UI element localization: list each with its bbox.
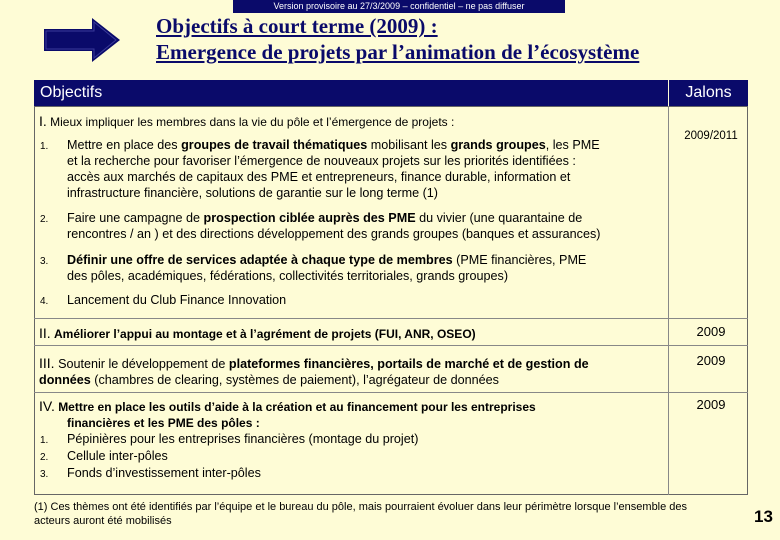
section-1-item-4: Lancement du Club Finance Innovation bbox=[67, 293, 287, 307]
section-4-jalon: 2009 bbox=[696, 397, 726, 412]
item-number: 1. bbox=[40, 141, 49, 152]
item-number: 4. bbox=[40, 296, 49, 307]
section-numeral: I. bbox=[39, 113, 47, 129]
item-number: 1. bbox=[40, 435, 49, 446]
page-number: 13 bbox=[754, 507, 773, 526]
column-header-objectifs: Objectifs bbox=[34, 80, 668, 106]
section-4-item-1: Pépinières pour les entreprises financières (montage du projet) bbox=[67, 432, 419, 446]
section-numeral: IV. bbox=[39, 398, 55, 414]
item-number: 2. bbox=[40, 214, 49, 225]
section-1-item-3: Définir une offre de services adaptée à chaque type de membres (PME financières, PME des pôles, académiques, fédérations, collectivités territoriales, grands groupes) bbox=[67, 253, 587, 283]
confidentiality-banner: Version provisoire au 27/3/2009 – confidentiel – ne pas diffuser bbox=[233, 0, 565, 13]
section-1-jalon: 2009/2011 bbox=[684, 130, 738, 142]
section-4-heading: IV. Mettre en place les outils d’aide à la création et au financement pour les entreprises financières et les PME des pôles : bbox=[39, 398, 536, 430]
footnote: (1) Ces thèmes ont été identifiés par l’équipe et le bureau du pôle, mais pourraient évoluer dans leur périmètre lorsque l’ensemble des acteurs auront été mobilisés bbox=[34, 501, 688, 527]
page-title bbox=[156, 13, 766, 65]
right-arrow-icon bbox=[44, 18, 120, 62]
section-3-jalon: 2009 bbox=[696, 353, 726, 368]
section-1-item-2: Faire une campagne de prospection ciblée auprès des PME du vivier (une quarantaine de rencontres / an ) et des directions développement des grands groupes (banques et assurances) bbox=[67, 211, 601, 241]
section-heading-text: Mieux impliquer les membres dans la vie du pôle et l’émergence de projets : bbox=[50, 115, 455, 129]
column-header-jalons: Jalons bbox=[668, 80, 748, 106]
item-number: 3. bbox=[40, 256, 49, 267]
item-number: 3. bbox=[40, 469, 49, 480]
section-4-item-3: Fonds d’investissement inter-pôles bbox=[67, 466, 261, 480]
title-line-1: Objectifs à court terme (2009) : bbox=[156, 14, 438, 38]
title-line-2: Emergence de projets par l’animation de l’écosystème bbox=[156, 40, 640, 64]
section-3-heading: III. Soutenir le développement de plateformes financières, portails de marché et de gestion de données (chambres de clearing, systèmes de paiement), l’agrégateur de données bbox=[39, 355, 589, 387]
section-numeral: II. bbox=[39, 325, 51, 341]
row-divider bbox=[34, 318, 748, 319]
section-heading-text: Améliorer l’appui au montage et à l’agrément de projets (FUI, ANR, OSEO) bbox=[54, 327, 476, 341]
section-4-item-2: Cellule inter-pôles bbox=[67, 449, 168, 463]
row-divider bbox=[34, 345, 748, 346]
section-2-heading bbox=[39, 325, 664, 342]
section-1-heading bbox=[39, 113, 454, 130]
section-2-jalon: 2009 bbox=[696, 324, 726, 339]
item-number: 2. bbox=[40, 452, 49, 463]
section-1-item-1: Mettre en place des groupes de travail thématiques mobilisant les grands groupes, les PME et la recherche pour favoriser l’émergence de nouveaux projets sur les priorités identifiées : accès aux marchés de capitaux des PME et entrepreneurs, finance durable, information et infrastructure financière, solutions de garantie sur le long terme (1) bbox=[67, 138, 600, 200]
column-divider bbox=[668, 106, 669, 495]
section-numeral: III. bbox=[39, 355, 55, 371]
row-divider bbox=[34, 392, 748, 393]
